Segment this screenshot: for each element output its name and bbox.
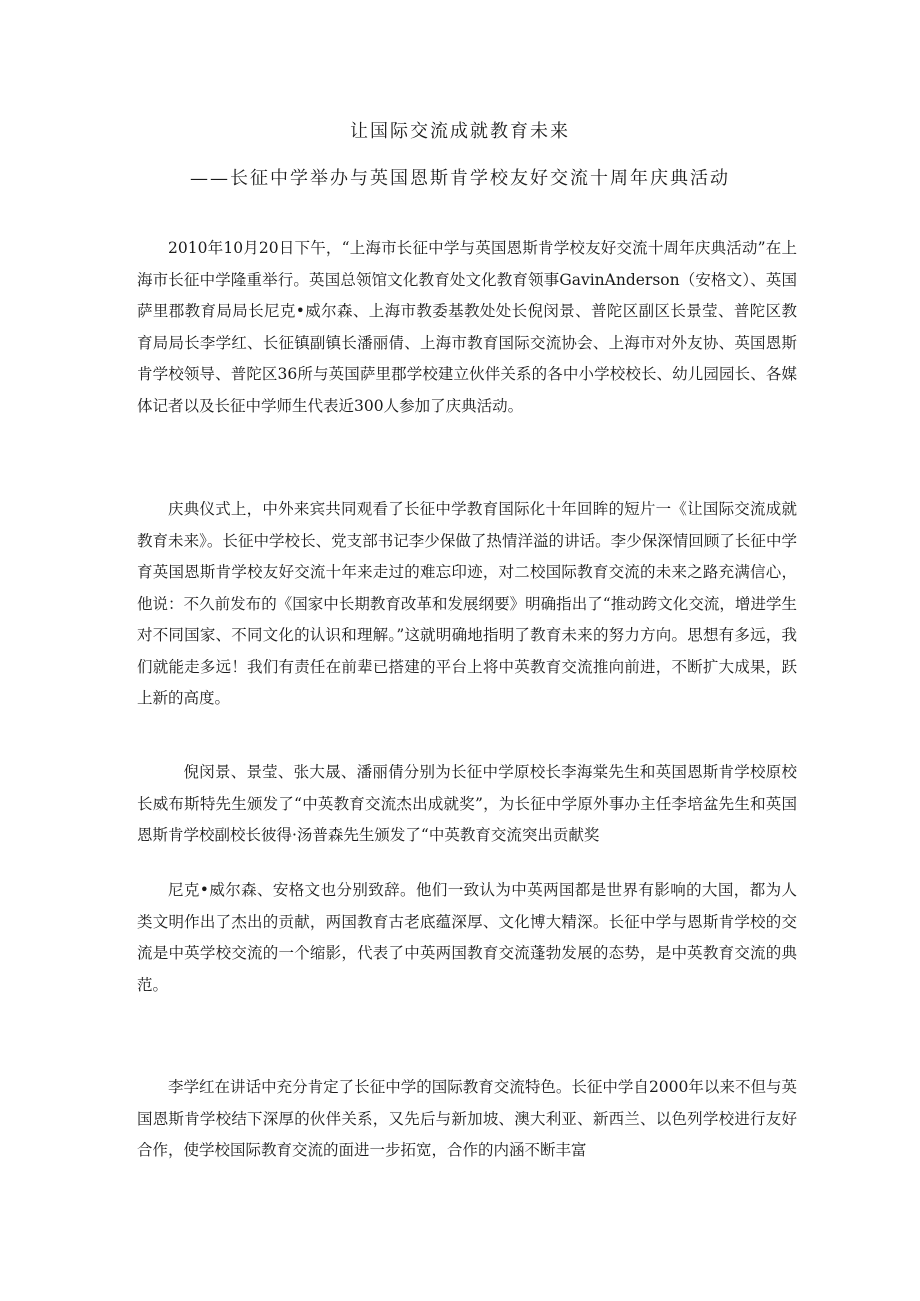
document-subtitle: ——长征中学举办与英国恩斯肯学校友好交流十周年庆典活动 xyxy=(190,168,730,189)
paragraph-5: 李学红在讲话中充分肯定了长征中学的国际教育交流特色。长征中学自2000年以来不但与英国恩斯肯学校结下深厚的伙伴关系，又先后与新加坡、澳大利亚、新西兰、以色列学校进行友好合作，使学校国际教育交流的面进一步拓宽，合作的内涵不断丰富 xyxy=(137,1078,797,1159)
paragraph-2: 庆典仪式上，中外来宾共同观看了长征中学教育国际化十年回眸的短片一《让国际交流成就教育未来》。长征中学校长、党支部书记李少保做了热情洋溢的讲话。李少保深情回顾了长征中学育英国恩斯肯学校友好交流十年来走过的难忘印迹，对二校国际教育交流的未来之路充满信心，他说：不久前发布的《国家中长期教育改革和发展纲要》明确指出了“推动跨文化交流，增进学生对不同国家、不同文化的认识和理解。”这就明确地指明了教育未来的努力方向。思想有多远，我们就能走多远！我们有责任在前辈已搭建的平台上将中英教育交流推向前进，不断扩大成果，跃上新的高度。 xyxy=(137,500,797,707)
paragraph-4: 尼克•威尔森、安格文也分别致辞。他们一致认为中英两国都是世界有影响的大国，都为人类文明作出了杰出的贡献，两国教育古老底蕴深厚、文化博大精深。长征中学与恩斯肯学校的交流是中英学校交流的一个缩影，代表了中英两国教育交流蓬勃发展的态势，是中英教育交流的典范。 xyxy=(137,881,797,994)
paragraph-3: 倪闵景、景莹、张大晟、潘丽倩分别为长征中学原校长李海棠先生和英国恩斯肯学校原校长威布斯特先生颁发了“中英教育交流杰出成就奖”，为长征中学原外事办主任李培盆先生和英国恩斯肯学校副校长彼得·汤普森先生颁发了“中英教育交流突出贡献奖 xyxy=(137,763,797,844)
paragraph-1: 2010年10月20日下午，“上海市长征中学与英国恩斯肯学校友好交流十周年庆典活动”在上海市长征中学隆重举行。英国总领馆文化教育处文化教育领事GavinAnderson（安格文）、英国萨里郡教育局局长尼克•威尔森、上海市教委基教处处长倪闵景、普陀区副区长景莹、普陀区教育局局长李学红、长征镇副镇长潘丽倩、上海市教育国际交流协会、上海市对外友协、英国恩斯肯学校领导、普陀区36所与英国萨里郡学校建立伙伴关系的各中小学校校长、幼儿园园长、各媒体记者以及长征中学师生代表近300人参加了庆典活动。 xyxy=(137,239,797,415)
document-title: 让国际交流成就教育未来 xyxy=(350,121,570,142)
